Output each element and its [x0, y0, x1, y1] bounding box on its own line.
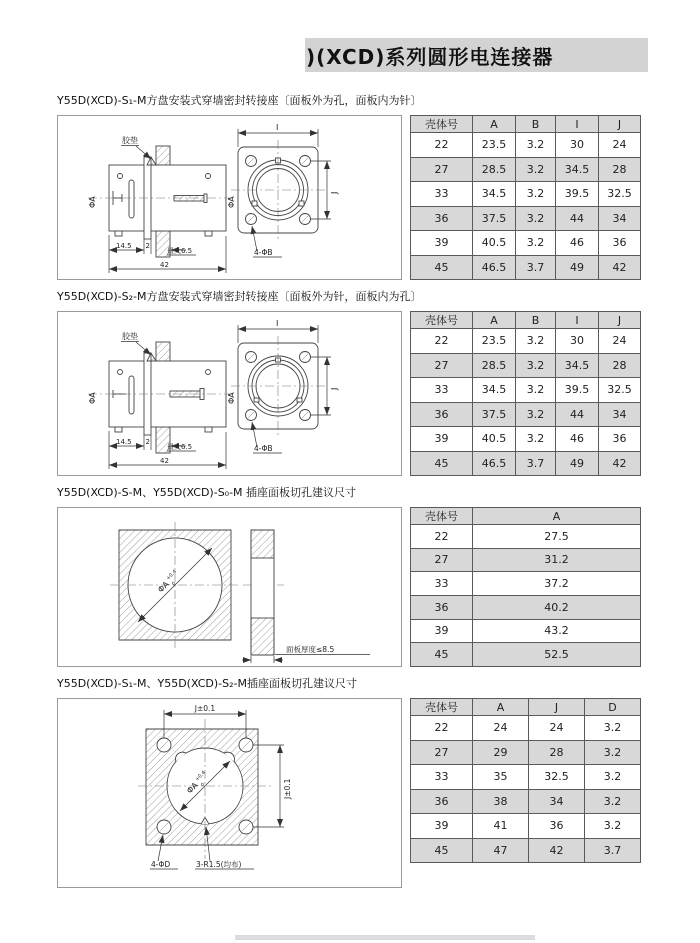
- table-cell: 40.2: [473, 595, 641, 619]
- table-cell: 28: [599, 157, 641, 182]
- column-header: I: [556, 312, 599, 329]
- table-cell: 24: [599, 329, 641, 354]
- table-cell: 3.2: [516, 329, 556, 354]
- table-cell: 34.5: [556, 353, 599, 378]
- table-cell: 38: [473, 789, 529, 814]
- table-cell: 31.2: [473, 548, 641, 572]
- dim-phi-a-right: ΦA: [227, 196, 236, 208]
- drawing-svg: [58, 508, 401, 666]
- table-cell: 3.2: [516, 402, 556, 427]
- table-cell: 3.2: [516, 427, 556, 452]
- table-cell: 46: [556, 231, 599, 256]
- table-cell: 27: [411, 157, 473, 182]
- column-header: A: [473, 312, 516, 329]
- table-cell: 36: [599, 427, 641, 452]
- table-row: [411, 231, 641, 256]
- holes-label: 4-ΦB: [254, 444, 273, 453]
- table-cell: 46: [556, 427, 599, 452]
- tolerance-lower: 0: [199, 781, 207, 789]
- table-row: [411, 765, 641, 790]
- table-row: [411, 182, 641, 207]
- table-row: [411, 572, 641, 596]
- holes-label: 4-ΦD: [151, 860, 171, 869]
- dim-j: J: [330, 191, 339, 194]
- table-cell: 36: [411, 402, 473, 427]
- table-row: [411, 643, 641, 667]
- table-row: [411, 789, 641, 814]
- table-row: [411, 740, 641, 765]
- table-cell: 22: [411, 329, 473, 354]
- tolerance-upper: +0.4: [165, 568, 179, 582]
- table-cell: 33: [411, 572, 473, 596]
- dim-42: 42: [160, 457, 169, 465]
- table-cell: 52.5: [473, 643, 641, 667]
- table-cell: 3.2: [585, 716, 641, 741]
- table-cell: 27: [411, 740, 473, 765]
- dim-max-6-5: 最大6.5: [167, 443, 193, 451]
- technical-drawing-s1: [57, 115, 402, 280]
- column-header: A: [473, 699, 529, 716]
- table-cell: 37.5: [473, 206, 516, 231]
- table-row: [411, 427, 641, 452]
- section-s2-adapter: [57, 288, 647, 476]
- table-cell: 36: [529, 814, 585, 839]
- column-header: B: [516, 312, 556, 329]
- table-cell: 3.2: [516, 206, 556, 231]
- table-cell: 46.5: [473, 451, 516, 476]
- table-cell: 34: [529, 789, 585, 814]
- table-cell: 3.2: [516, 378, 556, 403]
- table-cell: 22: [411, 525, 473, 549]
- table-cell: 27: [411, 353, 473, 378]
- table-cell: 29: [473, 740, 529, 765]
- table-cell: 47: [473, 838, 529, 863]
- column-header: 壳体号: [411, 116, 473, 133]
- table-cell: 36: [411, 595, 473, 619]
- column-header: I: [556, 116, 599, 133]
- column-header: A: [473, 116, 516, 133]
- drawing-svg: [58, 312, 401, 475]
- table-row: [411, 206, 641, 231]
- table-cell: 42: [599, 255, 641, 280]
- table-cell: 33: [411, 378, 473, 403]
- dimension-table-cutout-round: [410, 507, 641, 667]
- dim-14-5: 14.5: [116, 242, 132, 250]
- table-cell: 3.7: [516, 255, 556, 280]
- footer-bar: [235, 935, 535, 940]
- dim-phi-a: ΦA: [185, 780, 200, 796]
- column-header: D: [585, 699, 641, 716]
- table-cell: 33: [411, 182, 473, 207]
- dim-max-6-5: 最大6.5: [167, 247, 193, 255]
- section-caption: Y55D(XCD)-S₂-M方盘安装式穿墙密封转接座〔面板外为针，面板内为孔〕: [57, 290, 422, 303]
- dim-phi-a-left: ΦA: [88, 196, 97, 208]
- table-cell: 34.5: [473, 378, 516, 403]
- table-cell: 36: [411, 789, 473, 814]
- dimension-table-s1: [410, 115, 641, 280]
- technical-drawing-cutout-keyed: [57, 698, 402, 888]
- gasket-label: 胶垫: [122, 136, 138, 145]
- page-title-text: )(XCD)系列圆形电连接器: [306, 44, 554, 69]
- table-cell: 42: [599, 451, 641, 476]
- section-s1-adapter: [57, 92, 647, 280]
- table-cell: 34: [599, 402, 641, 427]
- column-header: 壳体号: [411, 699, 473, 716]
- table-cell: 28.5: [473, 157, 516, 182]
- table-row: [411, 157, 641, 182]
- section-panel-cutout-keyed: [57, 675, 647, 888]
- column-header: 壳体号: [411, 312, 473, 329]
- table-cell: 44: [556, 402, 599, 427]
- table-cell: 42: [529, 838, 585, 863]
- dim-j: J: [330, 387, 339, 390]
- table-cell: 32.5: [599, 182, 641, 207]
- table-cell: 33: [411, 765, 473, 790]
- table-row: [411, 525, 641, 549]
- table-cell: 41: [473, 814, 529, 839]
- table-cell: 37.2: [473, 572, 641, 596]
- table-cell: 3.2: [585, 789, 641, 814]
- table-cell: 3.7: [585, 838, 641, 863]
- table-cell: 32.5: [529, 765, 585, 790]
- drawing-svg: [58, 699, 401, 887]
- page-title: [305, 38, 648, 72]
- table-cell: 3.7: [516, 451, 556, 476]
- column-header: 壳体号: [411, 508, 473, 525]
- tolerance-upper: +0.4: [194, 769, 208, 783]
- table-cell: 28.5: [473, 353, 516, 378]
- table-cell: 30: [556, 133, 599, 158]
- table-cell: 40.5: [473, 231, 516, 256]
- dim-phi-a: ΦA: [156, 579, 171, 595]
- table-cell: 3.2: [585, 814, 641, 839]
- table-cell: 23.5: [473, 329, 516, 354]
- column-header: B: [516, 116, 556, 133]
- table-header-row: [411, 699, 641, 716]
- section-panel-cutout-round: [57, 484, 647, 667]
- table-cell: 3.2: [516, 182, 556, 207]
- table-cell: 45: [411, 255, 473, 280]
- table-cell: 3.2: [585, 740, 641, 765]
- dim-14-5: 14.5: [116, 438, 132, 446]
- table-row: [411, 353, 641, 378]
- holes-label: 4-ΦB: [254, 248, 273, 257]
- table-cell: 39.5: [556, 378, 599, 403]
- table-cell: 45: [411, 451, 473, 476]
- table-row: [411, 451, 641, 476]
- column-header: J: [599, 312, 641, 329]
- dim-j-top: J±0.1: [194, 704, 216, 713]
- dim-phi-a-left: ΦA: [88, 392, 97, 404]
- dim-phi-a-right: ΦA: [227, 392, 236, 404]
- table-cell: 28: [529, 740, 585, 765]
- table-cell: 36: [411, 206, 473, 231]
- table-cell: 37.5: [473, 402, 516, 427]
- dim-2: 2: [145, 438, 150, 446]
- dimension-table-cutout-keyed: [410, 698, 641, 863]
- table-cell: 34.5: [556, 157, 599, 182]
- table-cell: 3.2: [516, 353, 556, 378]
- dim-i: I: [276, 319, 279, 328]
- table-cell: 32.5: [599, 378, 641, 403]
- table-cell: 39: [411, 814, 473, 839]
- table-header-row: [411, 508, 641, 525]
- table-cell: 24: [599, 133, 641, 158]
- wall-hatch-top: [156, 146, 170, 165]
- column-header: A: [473, 508, 641, 525]
- table-cell: 22: [411, 716, 473, 741]
- dimension-table-s2: [410, 311, 641, 476]
- table-row: [411, 378, 641, 403]
- section-caption: Y55D(XCD)-S₁-M方盘安装式穿墙密封转接座〔面板外为孔，面板内为针〕: [57, 94, 422, 107]
- panel-thickness-label: 面板厚度≤8.5: [286, 645, 335, 654]
- table-cell: 3.2: [516, 231, 556, 256]
- column-header: J: [529, 699, 585, 716]
- technical-drawing-cutout-round: [57, 507, 402, 667]
- page-content: [57, 92, 647, 896]
- table-cell: 24: [473, 716, 529, 741]
- table-cell: 39: [411, 427, 473, 452]
- dim-42: 42: [160, 261, 169, 269]
- table-cell: 28: [599, 353, 641, 378]
- notch-label: 3-R1.5(均布): [196, 860, 242, 869]
- table-cell: 22: [411, 133, 473, 158]
- table-cell: 39.5: [556, 182, 599, 207]
- table-row: [411, 329, 641, 354]
- table-cell: 44: [556, 206, 599, 231]
- table-cell: 24: [529, 716, 585, 741]
- table-row: [411, 838, 641, 863]
- dim-j-right: J±0.1: [283, 778, 292, 799]
- table-row: [411, 619, 641, 643]
- column-header: J: [599, 116, 641, 133]
- table-row: [411, 548, 641, 572]
- table-cell: 34: [599, 206, 641, 231]
- table-row: [411, 716, 641, 741]
- table-cell: 27.5: [473, 525, 641, 549]
- table-cell: 30: [556, 329, 599, 354]
- table-cell: 36: [599, 231, 641, 256]
- table-row: [411, 814, 641, 839]
- table-cell: 39: [411, 231, 473, 256]
- section-caption: Y55D(XCD)-S-M、Y55D(XCD)-S₀-M 插座面板切孔建议尺寸: [57, 486, 357, 499]
- table-cell: 49: [556, 451, 599, 476]
- table-row: [411, 133, 641, 158]
- table-cell: 27: [411, 548, 473, 572]
- section-caption: Y55D(XCD)-S₁-M、Y55D(XCD)-S₂-M插座面板切孔建议尺寸: [57, 677, 357, 690]
- table-cell: 39: [411, 619, 473, 643]
- gasket-label: 胶垫: [122, 332, 138, 341]
- table-cell: 3.2: [516, 133, 556, 158]
- table-cell: 40.5: [473, 427, 516, 452]
- table-row: [411, 255, 641, 280]
- technical-drawing-s2: [57, 311, 402, 476]
- table-row: [411, 402, 641, 427]
- table-cell: 23.5: [473, 133, 516, 158]
- tolerance-lower: 0: [170, 580, 178, 588]
- table-header-row: [411, 312, 641, 329]
- dim-i: I: [276, 123, 279, 132]
- table-cell: 43.2: [473, 619, 641, 643]
- table-cell: 45: [411, 643, 473, 667]
- dim-2: 2: [145, 242, 150, 250]
- table-cell: 3.2: [585, 765, 641, 790]
- table-header-row: [411, 116, 641, 133]
- table-cell: 3.2: [516, 157, 556, 182]
- table-cell: 45: [411, 838, 473, 863]
- table-cell: 35: [473, 765, 529, 790]
- table-cell: 46.5: [473, 255, 516, 280]
- table-row: [411, 595, 641, 619]
- drawing-svg: [58, 116, 401, 279]
- table-cell: 34.5: [473, 182, 516, 207]
- table-cell: 49: [556, 255, 599, 280]
